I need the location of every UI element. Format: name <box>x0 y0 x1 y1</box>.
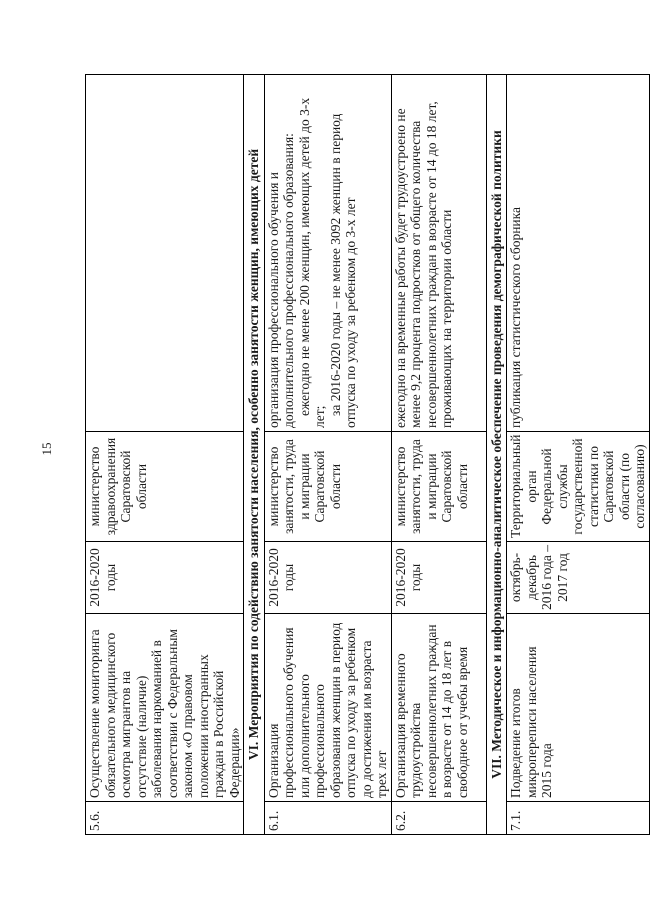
table-row <box>507 75 650 835</box>
result-line: ежегодно не менее 200 женщин, имеющих детей до 3-х лет; <box>296 97 327 428</box>
table-row <box>264 75 391 835</box>
activity-cell: Организация временного трудоустройства несовершеннолетних граждан в возрасте от 14 до 18 лет в свободное от учебы время <box>391 614 486 802</box>
section-heading-row <box>244 75 265 835</box>
row-number: 5.6. <box>86 802 244 835</box>
section-heading-row <box>486 75 507 835</box>
activity-cell: Подведение итогов микропереписи населения 2015 года <box>507 614 650 802</box>
program-table <box>85 74 650 835</box>
activity-cell: Организация профессионального обучения или дополнительного профессионального образования женщин в период отпуска по уходу за ребенком до достижения им возраста трех лет <box>264 614 391 802</box>
executor-cell: министерство занятости, труда и миграции Саратовской области <box>264 432 391 542</box>
period-cell: октябрь-декабрь 2016 года – 2017 год <box>507 542 650 614</box>
rotated-table-container <box>85 75 647 835</box>
result-line: за 2016-2020 годы – не менее 3092 женщин в период отпуска по уходу за ребенком до 3-х лет <box>327 113 358 428</box>
executor-cell: министерство занятости, труда и миграции Саратовской области <box>391 432 486 542</box>
period-cell: 2016-2020 годы <box>86 542 244 614</box>
result-line: организация профессионального обучения и дополнительного профессионального образования: <box>265 133 296 428</box>
result-cell: публикация статистического сборника <box>507 75 650 432</box>
page-number: 15 <box>39 442 54 456</box>
result-cell <box>86 75 244 432</box>
result-cell: ежегодно на временные работы будет трудоустроено не менее 9,2 процента подростков от общего количества несовершеннолетних граждан в возрасте от 14 до 18 лет, проживающих на территории области <box>391 75 486 432</box>
period-cell: 2016-2020 годы <box>391 542 486 614</box>
activity-cell: Осуществление мониторинга обязательного медицинского осмотра мигрантов на отсутствие (наличие) заболевания наркоманией в соответствии с Федеральным законом «О правовом положении иностранных граждан в Российской Федерации» <box>86 614 244 802</box>
executor-cell: Территориальный орган Федеральной службы государственной статистики по Саратовской области (по согласованию) <box>507 432 650 542</box>
table-row <box>391 75 486 835</box>
row-number: 6.1. <box>264 802 391 835</box>
period-cell: 2016-2020 годы <box>264 542 391 614</box>
section-7-title: VII. Методическое и информационно-аналитическое обеспечение проведения демографической политики <box>486 75 507 835</box>
section-6-title: VI. Мероприятия по содействию занятости населения, особенно занятости женщин, имеющих детей <box>244 75 265 835</box>
executor-cell: министерство здравоохранения Саратовской области <box>86 432 244 542</box>
result-cell <box>264 75 391 432</box>
row-number: 7.1. <box>507 802 650 835</box>
row-number: 6.2. <box>391 802 486 835</box>
table-row <box>86 75 244 835</box>
